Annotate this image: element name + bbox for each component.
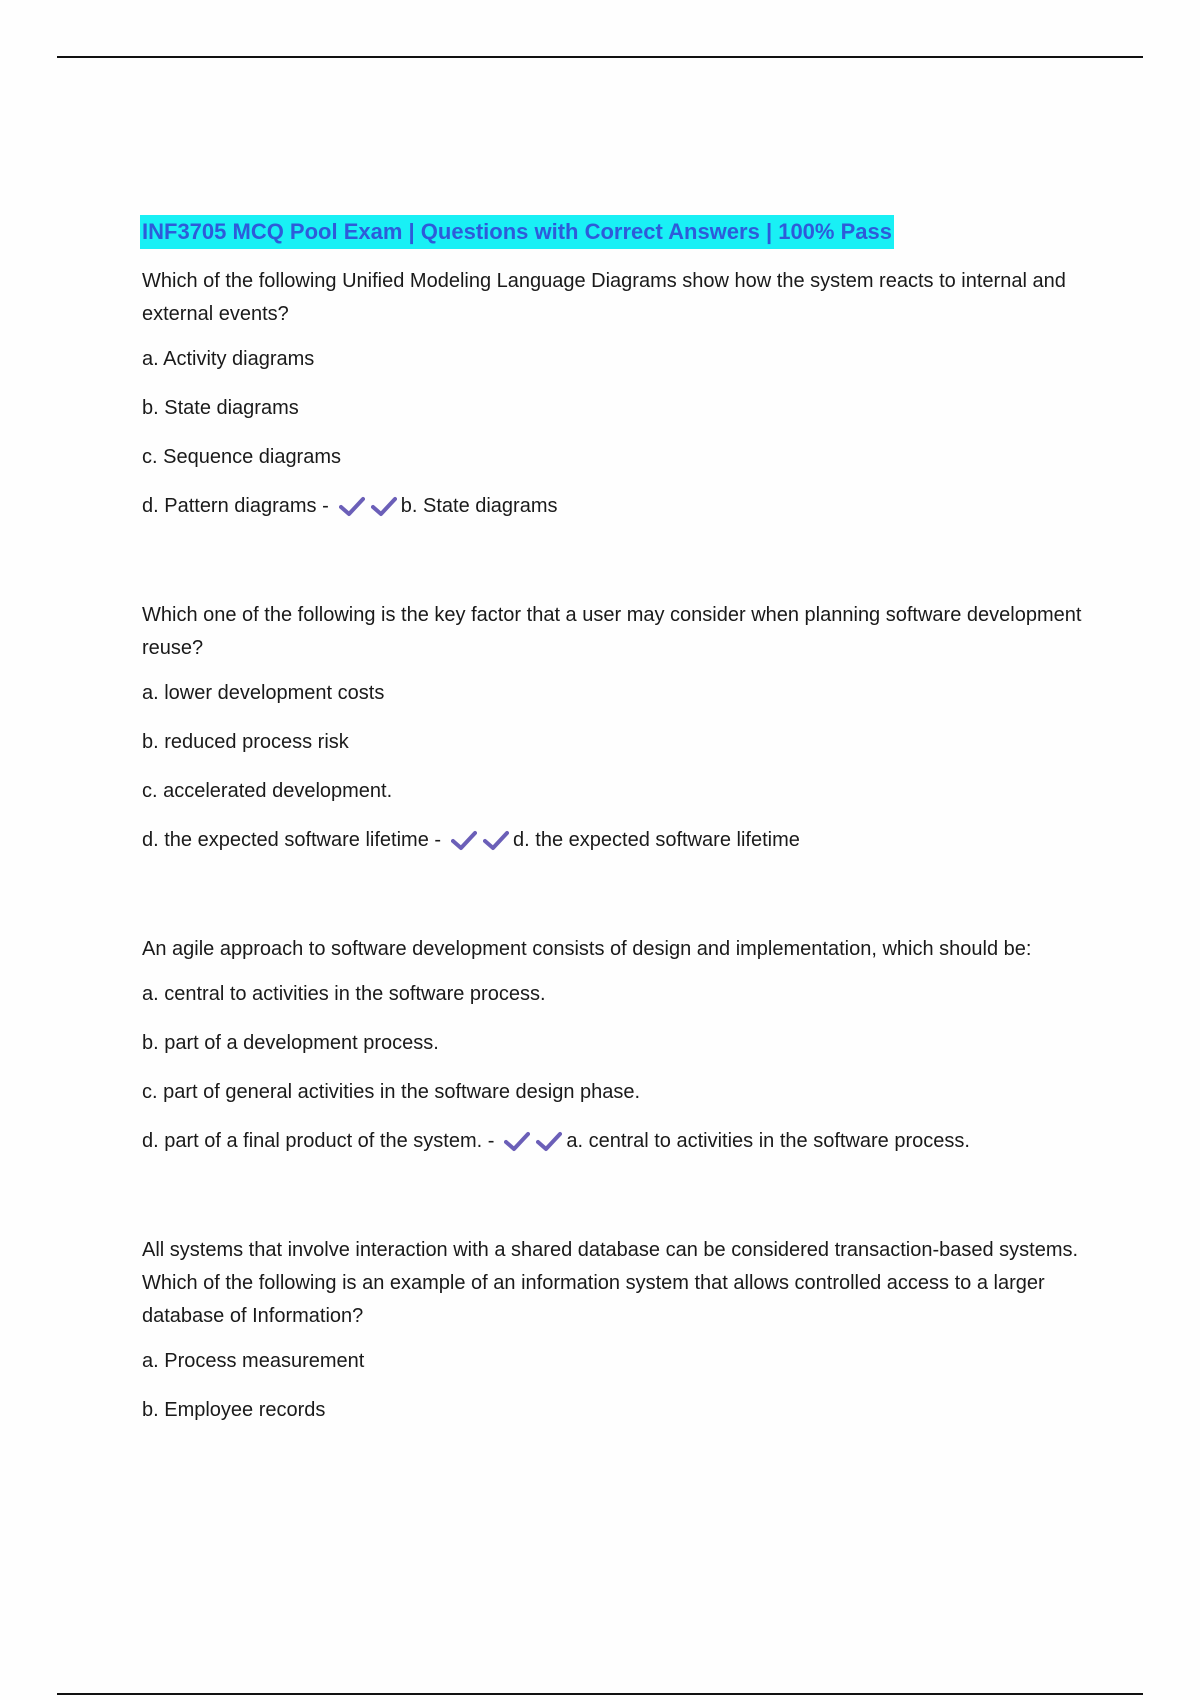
question-2 [142, 599, 1082, 854]
option-b: b. reduced process risk [142, 731, 349, 753]
checkmark-icon [371, 495, 397, 517]
option-b: b. State diagrams [142, 397, 299, 419]
option-d-with-answer [142, 826, 1082, 854]
option-c: c. Sequence diagrams [142, 446, 342, 468]
answer-checkmarks [339, 495, 397, 517]
option-d-with-answer [142, 1127, 1082, 1155]
question-text: An agile approach to software development consists of design and implementation, which should be: [142, 938, 1032, 960]
correct-answer: d. the expected software lifetime [513, 829, 800, 851]
bottom-rule [57, 1693, 1143, 1695]
option-a: a. Activity diagrams [142, 348, 315, 370]
answer-checkmarks [504, 1130, 562, 1152]
question-1 [142, 265, 1082, 520]
option-d: d. the expected software lifetime - [142, 829, 442, 851]
checkmark-icon [483, 829, 509, 851]
checkmark-icon [536, 1130, 562, 1152]
option-b: b. Employee records [142, 1399, 326, 1421]
answer-checkmarks [451, 829, 509, 851]
checkmark-icon [504, 1130, 530, 1152]
checkmark-icon [339, 495, 365, 517]
option-d-with-answer [142, 492, 1082, 520]
option-d: d. Pattern diagrams - [142, 495, 329, 517]
top-rule [57, 56, 1143, 58]
question-4 [142, 1234, 1082, 1424]
option-a: a. lower development costs [142, 682, 385, 704]
checkmark-icon [451, 829, 477, 851]
question-3 [142, 933, 1082, 1155]
document-content [142, 215, 1082, 1445]
option-b: b. part of a development process. [142, 1032, 439, 1054]
option-a: a. Process measurement [142, 1350, 365, 1372]
correct-answer: a. central to activities in the software process. [566, 1130, 970, 1152]
document-title: INF3705 MCQ Pool Exam | Questions with Correct Answers | 100% Pass [140, 215, 894, 249]
question-text: All systems that involve interaction with a shared database can be considered transaction-based systems. Which of the following is an example of an information system that allows controlled access to a larger database of Information? [142, 1239, 1079, 1327]
correct-answer: b. State diagrams [400, 495, 558, 517]
option-c: c. part of general activities in the software design phase. [142, 1081, 641, 1103]
option-a: a. central to activities in the software process. [142, 983, 546, 1005]
option-d: d. part of a final product of the system. - [142, 1130, 495, 1152]
question-text: Which of the following Unified Modeling Language Diagrams show how the system reacts to internal and external events? [142, 270, 1066, 325]
question-text: Which one of the following is the key factor that a user may consider when planning software development reuse? [142, 604, 1082, 659]
option-c: c. accelerated development. [142, 780, 393, 802]
